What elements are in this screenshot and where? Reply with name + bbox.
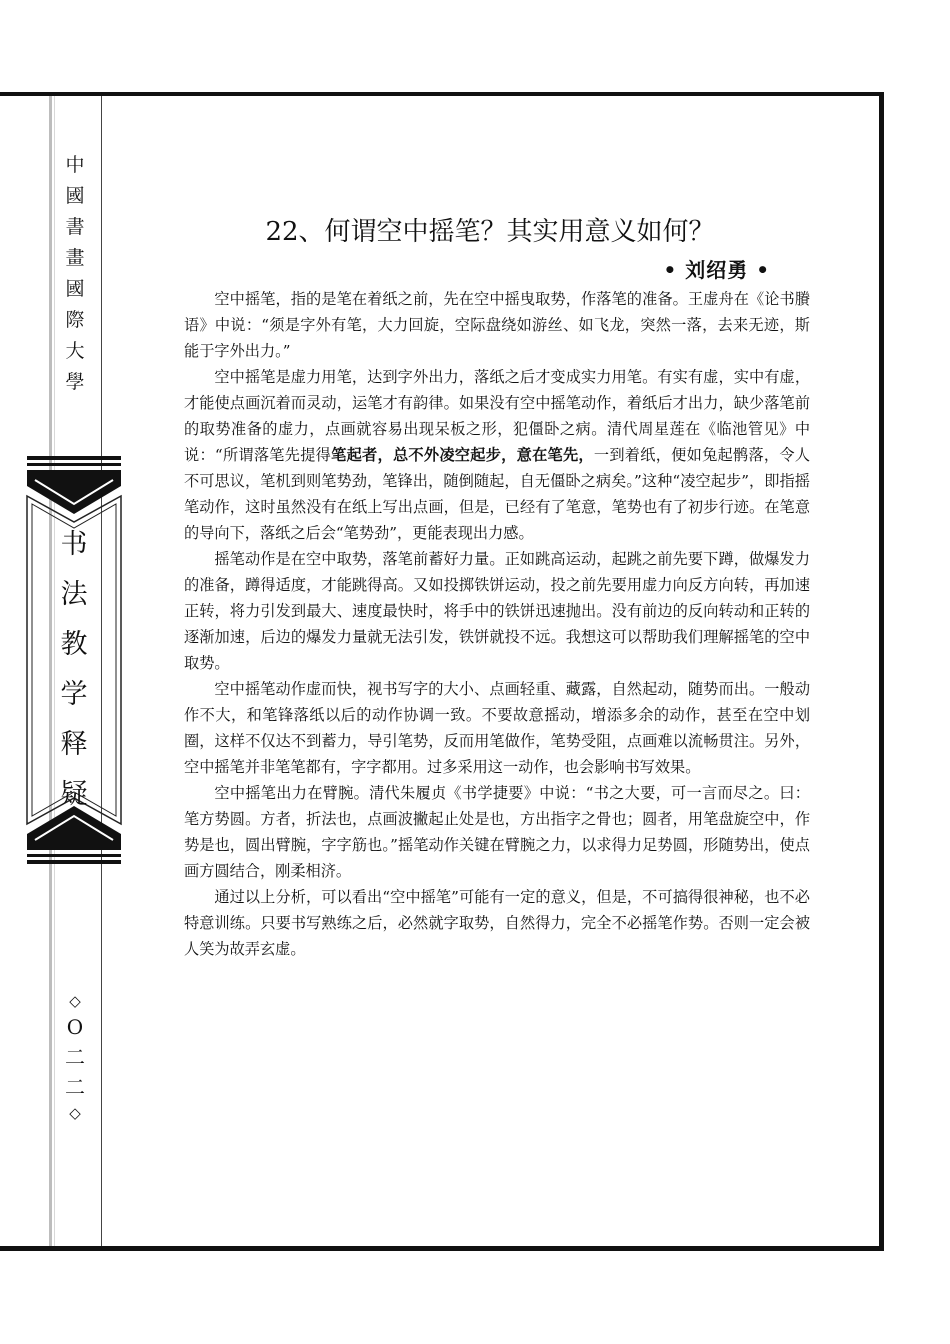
paragraph-text: 空中摇笔出力在臂腕。清代朱履贞《书学捷要》中说：“书之大要，可一言而尽之。曰：笔方势圆。方者，折法也，点画波撇起止处是也，方出指字之骨也；圆者，用笔盘旋空中，作势是也，圆出臂腕，字字筋也。”摇笔动作关键在臂腕之力，以求得力足势圆，形随势出，使点画方圆结合，刚柔相济。 — [184, 784, 810, 880]
paragraph — [184, 884, 810, 962]
diamond-icon: ◇ — [69, 992, 81, 1010]
paragraph — [184, 780, 810, 884]
paragraph-text: 一到着纸，便如兔起鹘落，令人不可思议，笔机到则笔势劲，笔锋出，随倒随起，自无僵卧之病矣。”这种“凌空起步”，即指摇笔动作，这时虽然没有在纸上写出点画，但是，已经有了笔意，笔势也有了初步行迹。在笔意的导向下，落纸之后会“笔势劲”，更能表现出力感。 — [184, 446, 811, 542]
paragraph — [184, 546, 810, 676]
series-title-char: 中 — [65, 154, 85, 176]
paragraph-text: 空中摇笔是虚力用笔，达到字外出力，落纸之后才变成实力用笔。有实有虚，实中有虚，才能使点画沉着而灵动，运笔才有韵律。如果没有空中摇笔动作，着纸后才出力，缺少落笔前的取势准备的虚力，点画就容易出现呆板之形，犯僵卧之病。清代周星莲在《临池管见》中说：“所谓落笔先提得 — [184, 368, 810, 464]
book-title-char: 学 — [60, 679, 88, 710]
series-title-char: 畫 — [65, 247, 85, 269]
paragraph — [184, 676, 810, 780]
paragraph — [184, 364, 810, 546]
article-author: • 刘绍勇 • — [663, 258, 770, 282]
series-title-char: 國 — [65, 278, 85, 300]
series-title-vertical — [49, 150, 101, 398]
article-body — [184, 286, 810, 962]
page-number — [54, 990, 96, 1124]
page-number-char: 二 — [65, 1075, 85, 1099]
series-title-char: 際 — [65, 309, 85, 331]
frame-top-border — [0, 92, 884, 96]
article-title: 22、何谓空中摇笔？其实用意义如何？ — [265, 217, 715, 247]
series-title-char: 學 — [65, 371, 85, 393]
book-title-char: 疑 — [60, 779, 88, 810]
diamond-icon: ◇ — [69, 1104, 81, 1122]
series-title-char: 大 — [65, 340, 85, 362]
paragraph — [184, 286, 810, 364]
series-title-char: 書 — [65, 216, 85, 238]
paragraph-text: 空中摇笔动作虚而快，视书写字的大小、点画轻重、藏露，自然起动，随势而出。一般动作不大，和笔锋落纸以后的动作协调一致。不要故意摇动，增添多余的动作，甚至在空中划圈，这样不仅达不到蓄力，导引笔势，反而用笔做作，笔势受阻，点画难以流畅贯注。另外，空中摇笔并非笔笔都有，字字都用。过多采用这一动作，也会影响书写效果。 — [184, 680, 810, 776]
paragraph-text: 摇笔动作是在空中取势，落笔前蓄好力量。正如跳高运动，起跳之前先要下蹲，做爆发力的准备，蹲得适度，才能跳得高。又如投掷铁饼运动，投之前先要用虚力向反方向转，再加速正转，将力引发到最大、速度最快时，将手中的铁饼迅速抛出。没有前边的反向转动和正转的逐渐加速，后边的爆发力量就无法引发，铁饼就投不远。我想这可以帮助我们理解摇笔的空中取势。 — [184, 550, 810, 672]
frame-bottom-border — [0, 1246, 884, 1251]
book-title-char: 书 — [60, 529, 88, 560]
book-title-char: 教 — [60, 629, 88, 660]
book-title-vertical — [21, 520, 127, 820]
book-title-char: 释 — [60, 729, 88, 760]
paragraph-text: 空中摇笔，指的是笔在着纸之前，先在空中摇曳取势，作落笔的准备。王虚舟在《论书賸语》中说：“须是字外有笔，大力回旋，空际盘绕如游丝、如飞龙，突然一落，去来无迹，斯能于字外出力。” — [184, 290, 810, 360]
page-number-char: 二 — [65, 1045, 85, 1069]
paragraph-bold-quote: 笔起者，总不外凌空起步，意在笔先， — [331, 446, 594, 464]
page-number-char: O — [66, 1015, 84, 1039]
frame-right-border — [879, 92, 884, 1250]
book-title-char: 法 — [60, 579, 88, 610]
paragraph-text: 通过以上分析，可以看出“空中摇笔”可能有一定的意义，但是，不可搞得很神秘，也不必特意训练。只要书写熟练之后，必然就字取势，自然得力，完全不必摇笔作势。否则一定会被人笑为故弄玄虚。 — [184, 888, 810, 958]
series-title-char: 國 — [65, 185, 85, 207]
